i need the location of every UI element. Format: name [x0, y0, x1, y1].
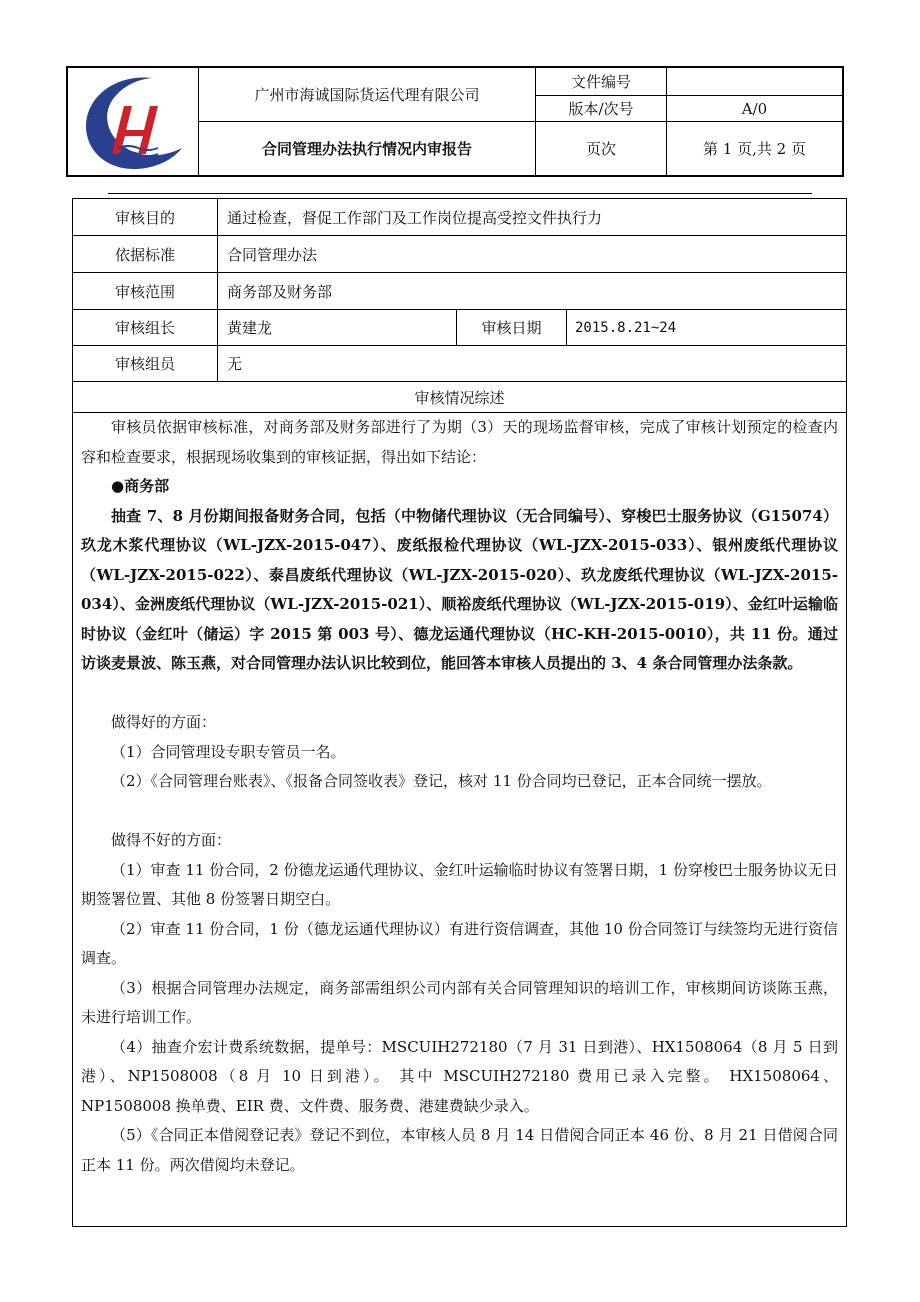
- bad-item-4: （4）抽查介宏计费系统数据，提单号：MSCUIH272180（7 月 31 日到港）、HX1508064（8 月 5 日到港）、NP1508008（8 月 10 日到港）。 其中 MSCUIH272180 费用已录入完整。 HX1508064、NP1508008 换单费、EIR 费、文件费、服务费、港建费缺少录入。: [81, 1037, 838, 1115]
- scope-label: 审核范围: [73, 273, 218, 309]
- company-logo: [74, 70, 194, 174]
- date-value: 2015.8.21~24: [575, 319, 677, 336]
- row-summary-title: [73, 382, 846, 413]
- good-item-2: （2）《合同管理台账表》、《报备合同签收表》登记，核对 11 份合同均已登记，正本合同统一摆放。: [111, 772, 772, 790]
- bad-item-5: （5）《合同正本借阅登记表》登记不到位，本审核人员 8 月 14 日借阅合同正本 46 份、8 月 21 日借阅合同正本 11 份。两次借阅均未登记。: [81, 1126, 838, 1174]
- page-value: 第 1 页,共 2 页: [703, 140, 806, 158]
- page-label: 页次: [585, 140, 616, 158]
- bad-item-1: （1）审查 11 份合同，2 份德龙运通代理协议、金红叶运输临时协议有签署日期，1 份穿梭巴士服务协议无日期签署位置、其他 8 份签署日期空白。: [81, 860, 838, 908]
- bad-item-3: （3）根据合同管理办法规定，商务部需组织公司内部有关合同管理知识的培训工作，审核期间访谈陈玉燕，未进行培训工作。: [81, 978, 838, 1026]
- bad-item-2: （2）审查 11 份合同，1 份（德龙运通代理协议）有进行资信调查，其他 10 份合同签订与续签均无进行资信调查。: [81, 919, 838, 967]
- report-title: 合同管理办法执行情况内审报告: [261, 140, 472, 158]
- file-no-value: [667, 68, 842, 95]
- company-name: 广州市海诚国际货运代理有限公司: [254, 86, 480, 104]
- good-title: 做得好的方面：: [111, 713, 217, 731]
- sample-paragraph: 抽查 7、8 月份期间报备财务合同，包括（中物储代理协议（无合同编号）、穿梭巴士服务协议（G15074）玖龙木浆代理协议（WL-JZX-2015-047）、废纸报检代理协议（WL-JZX-2015-033）、银州废纸代理协议（WL-JZX-2015-022）、泰昌废纸代理协议（WL-JZX-2015-020）、玖龙废纸代理协议（WL-JZX-2015-034）、金洲废纸代理协议（WL-JZX-2015-021）、顺裕废纸代理协议（WL-JZX-2015-019）、金红叶运输临时协议（金红叶（储运）字 2015 第 003 号）、德龙运通代理协议（HC-KH-2015-0010），共 11 份。通过访谈麦景波、陈玉燕，对合同管理办法认识比较到位，能回答本审核人员提出的 3、4 条合同管理办法条款。: [81, 506, 838, 672]
- purpose-value: 通过检查，督促工作部门及工作岗位提高受控文件执行力: [227, 208, 603, 227]
- row-purpose: [73, 199, 846, 236]
- row-scope: [73, 273, 846, 310]
- members-label: 审核组员: [73, 346, 218, 381]
- row-leader: [73, 310, 846, 346]
- file-no-label: 文件编号: [570, 73, 631, 91]
- summary-body: [73, 413, 846, 1180]
- row-members: [73, 346, 846, 382]
- leader-label: 审核组长: [73, 310, 218, 345]
- members-value: 无: [227, 355, 243, 373]
- bad-title: 做得不好的方面：: [111, 831, 232, 849]
- basis-label: 依据标准: [73, 236, 218, 272]
- basis-value: 合同管理办法: [227, 245, 318, 264]
- purpose-label: 审核目的: [73, 199, 218, 235]
- document-header: [66, 66, 844, 177]
- leader-value: 黄建龙: [227, 319, 273, 337]
- header-divider: [108, 193, 812, 194]
- audit-table: [72, 198, 847, 1227]
- version-label: 版本/次号: [568, 100, 634, 118]
- scope-value: 商务部及财务部: [227, 282, 333, 301]
- summary-intro: 审核员依据审核标准，对商务部及财务部进行了为期（3）天的现场监督审核，完成了审核计划预定的检查内容和检查要求，根据现场收集到的审核证据，得出如下结论：: [81, 418, 838, 466]
- version-value: A/0: [741, 99, 768, 118]
- date-label: 审核日期: [456, 310, 567, 345]
- summary-title: 审核情况综述: [414, 388, 505, 407]
- row-basis: [73, 236, 846, 273]
- good-item-1: （1）合同管理设专职专管员一名。: [111, 742, 346, 761]
- dept-heading: ●商务部: [111, 477, 170, 495]
